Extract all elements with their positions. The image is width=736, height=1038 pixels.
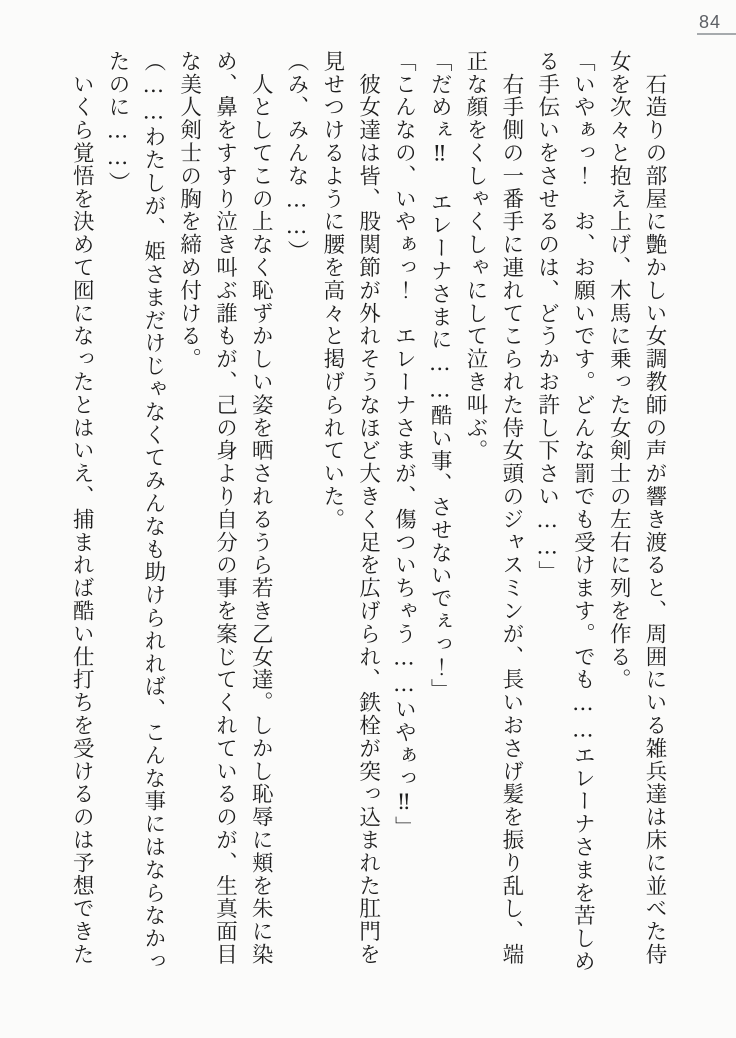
page-number-rule [697,33,736,35]
text-line: 彼女達は皆、股関節が外れそうなほど大きく足を広げられ、鉄栓が突っ込まれた肛門を [355,50,381,966]
text-line: る手伝いをさせるのは、どうかお許し下さい……」 [534,50,560,584]
text-block [63,50,672,990]
text-line: 「こんなの、いやぁっ！ エレーナさまが、傷ついちゃう……いやぁっ‼」 [391,50,417,840]
text-line: な美人剣士の胸を締め付ける。 [176,50,202,371]
text-line: 見せつけるように腰を高々と掲げられていた。 [319,50,345,531]
text-line: （み、みんな……） [284,50,310,264]
text-line: たのに……） [105,50,131,195]
text-line: 正な顔をくしゃくしゃにして泣き叫ぶ。 [463,50,489,463]
text-line: 石造りの部屋に艶かしい女調教師の声が響き渡ると、周囲にいる雑兵達は床に並べた侍 [642,50,667,966]
page-number: 84 [698,12,721,32]
text-line: め、鼻をすすり泣き叫ぶ誰もが、己の身より自分の事を案じてくれているのが、生真面目 [212,50,238,966]
text-line: 女を次々と抱え上げ、木馬に乗った女剣士の左右に列を作る。 [606,50,632,692]
text-line: 「だめぇ‼ エレーナさまに……酷い事、させないでぇっ！」 [427,50,453,702]
text-line: 右手側の一番手に連れてこられた侍女頭のジャスミンが、長いおさげ髪を振り乱し、端 [498,50,524,966]
text-line: いくら覚悟を決めて囮になったとはいえ、捕まれば酷い仕打ちを受けるのは予想できた [69,50,95,966]
text-line: （……わたしが、姫さまだけじゃなくてみんなも助けられれば、こんな事にはならなかっ [140,50,166,973]
text-line: 人としてこの上なく恥ずかしい姿を晒されるうら若き乙女達。しかし恥辱に頬を朱に染 [248,50,274,966]
text-line: 「いやぁっ！ お、お願いです。どんな罰でも受けます。でも……エレーナさまを苦しめ [570,50,596,973]
